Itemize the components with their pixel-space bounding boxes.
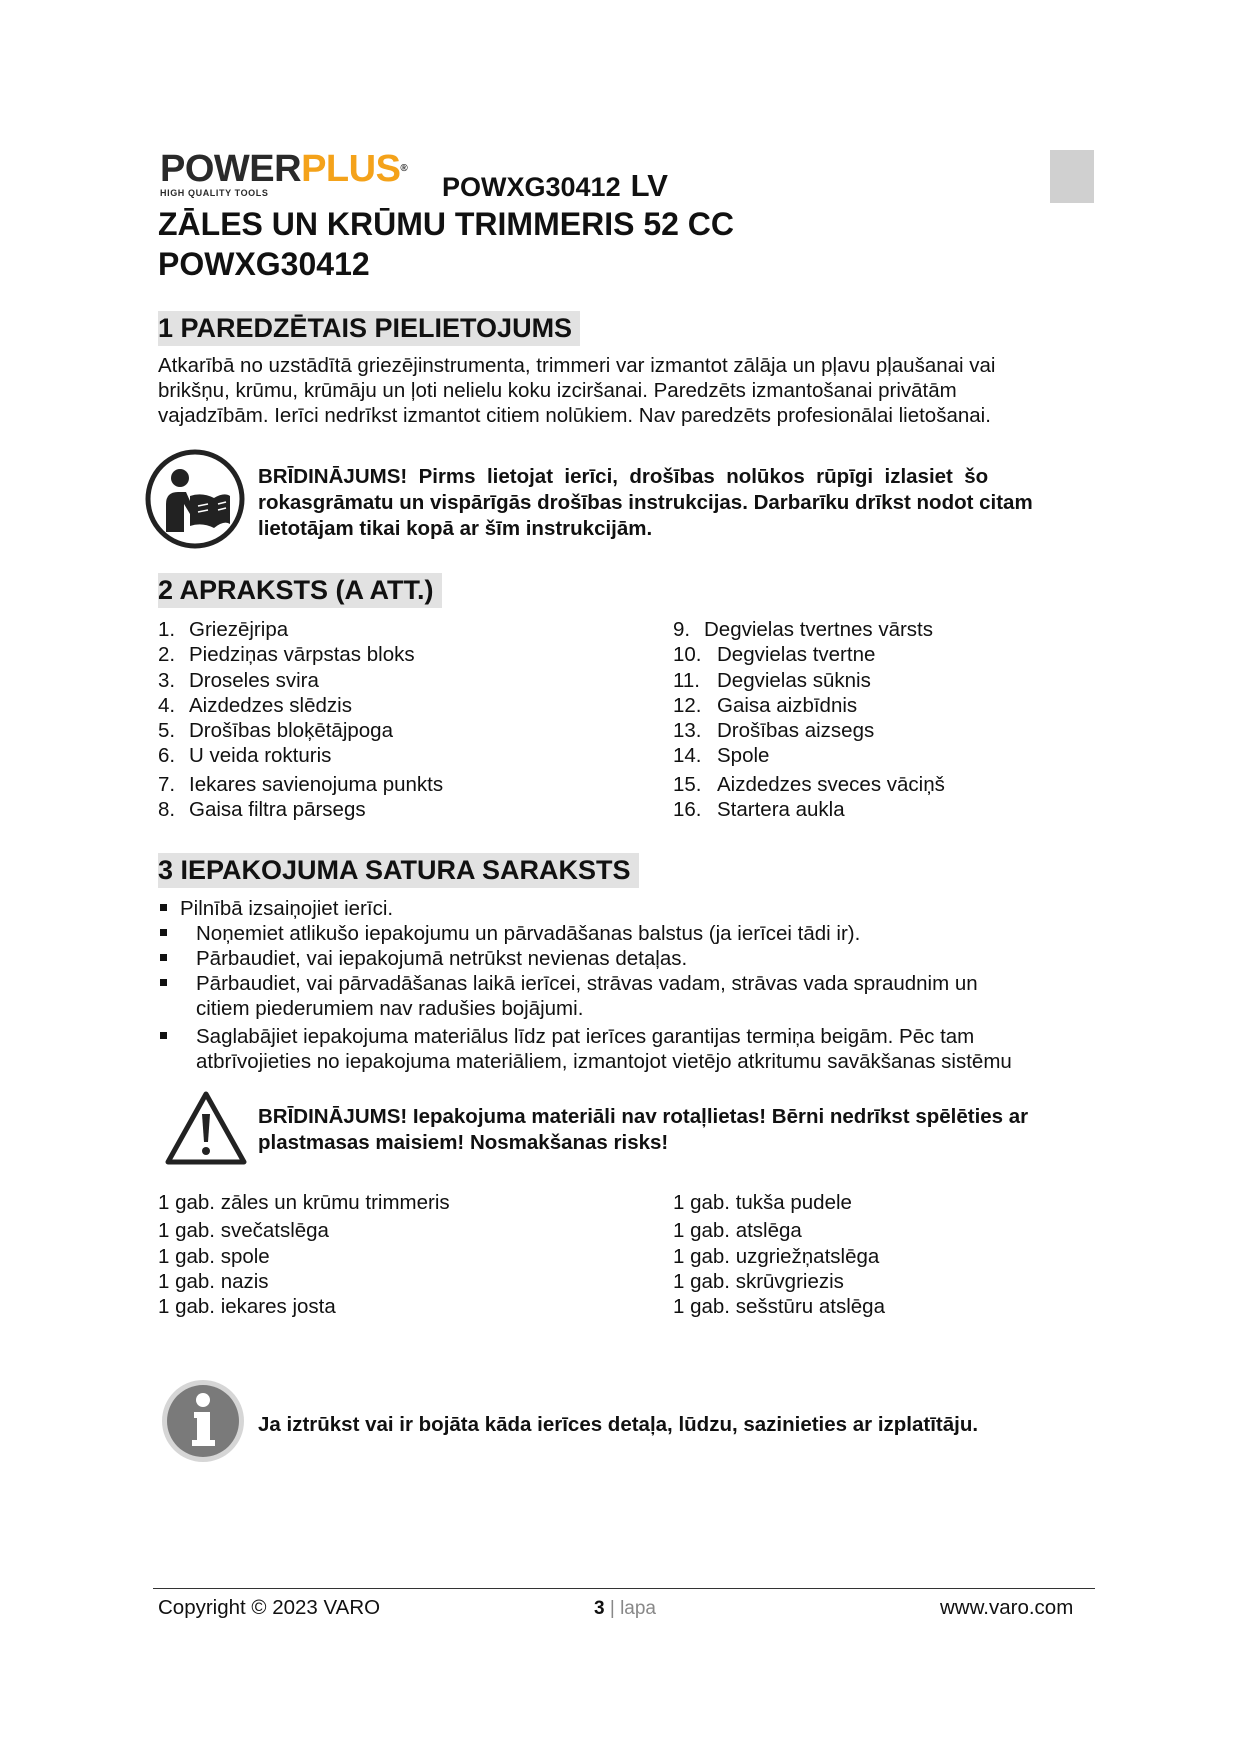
list-item: Pārbaudiet, vai iepakojumā netrūkst nevienas detaļas. [158, 946, 1098, 971]
warning-line: plastmasas maisiem! Nosmakšanas risks! [258, 1131, 669, 1154]
logo-registered-mark: ® [400, 163, 408, 174]
language-code: LV [630, 168, 668, 203]
paragraph-line: vajadzībām. Ierīci nedrīkst izmantot citiem nolūkiem. Nav paredzēts profesionālai lietošanai. [158, 404, 991, 427]
list-item: Pilnībā izsaiņojiet ierīci. [158, 896, 1098, 921]
page-number: 3 [594, 1598, 605, 1619]
logo-tagline: HIGH QUALITY TOOLS [160, 188, 269, 198]
corner-marker [1050, 150, 1094, 203]
unpacking-bullets [158, 896, 1098, 1074]
info-text: Ja iztrūkst vai ir bojāta kāda ierīces detaļa, lūdzu, sazinieties ar izplatītāju. [258, 1413, 979, 1436]
page-title [158, 204, 734, 284]
list-item: 14. Spole [673, 744, 770, 768]
warning-text [258, 1104, 1028, 1156]
list-item: 11. Degvielas sūknis [673, 668, 871, 692]
list-item: 1 gab. nazis [158, 1269, 269, 1293]
list-item: 1 gab. skrūvgriezis [673, 1269, 844, 1293]
package-contents-right [673, 1190, 885, 1319]
bullet-square-icon [160, 929, 167, 936]
warning-line: BRĪDINĀJUMS! Pirms lietojat ierīci, drošības nolūkos rūpīgi izlasiet šo [258, 465, 989, 488]
list-item: Noņemiet atlikušo iepakojumu un pārvadāšanas balstus (ja ierīcei tādi ir). [158, 921, 1098, 946]
warning-line: BRĪDINĀJUMS! Iepakojuma materiāli nav rotaļlietas! Bērni nedrīkst spēlēties ar [258, 1105, 1029, 1128]
list-item: 2. Piedziņas vārpstas bloks [158, 643, 415, 667]
warning-triangle-icon [164, 1090, 248, 1166]
list-item: 1. Griezējripa [158, 618, 289, 641]
bullet-square-icon [160, 904, 167, 911]
bullet-square-icon [160, 954, 167, 961]
list-item: 1 gab. tukša pudele [673, 1191, 852, 1214]
brand-logo [160, 150, 430, 198]
warning-text [258, 464, 1108, 542]
list-item: 1 gab. spole [158, 1244, 270, 1268]
bullet-square-icon [160, 1032, 167, 1039]
read-manual-icon [144, 448, 246, 550]
page-word: lapa [620, 1598, 656, 1619]
warning-line: rokasgrāmatu un vispārīgās drošības instrukcijas. Darbarīku drīkst nodot citam [258, 491, 1033, 514]
logo-wordmark [160, 150, 430, 188]
list-item: 5. Drošības bloķētājpoga [158, 719, 393, 743]
model-header [442, 168, 668, 204]
list-item: 16. Startera aukla [673, 798, 845, 822]
section-heading: 2 APRAKSTS (A ATT.) [158, 573, 442, 608]
list-item: 9. Degvielas tvertnes vārsts [673, 618, 934, 641]
list-item: 1 gab. iekares josta [158, 1295, 336, 1319]
logo-plus-text: PLUS [301, 148, 401, 190]
bullet-square-icon [160, 979, 167, 986]
list-item: 1 gab. atslēga [673, 1219, 802, 1243]
list-item: 13. Drošības aizsegs [673, 719, 875, 743]
list-item: 1 gab. zāles un krūmu trimmeris [158, 1191, 450, 1214]
intended-use-paragraph [158, 353, 996, 428]
list-item: 12. Gaisa aizbīdnis [673, 693, 858, 717]
section-heading: 3 IEPAKOJUMA SATURA SARAKSTS [158, 853, 639, 888]
list-item: 10. Degvielas tvertne [673, 643, 876, 667]
footer-copyright: Copyright © 2023 VARO [158, 1596, 381, 1619]
info-icon [160, 1378, 246, 1464]
paragraph-line: Atkarībā no uzstādītā griezējinstrumenta, trimmeri var izmantot zālāja un pļavu pļaušanai vai [158, 354, 996, 377]
list-item: 1 gab. sešstūru atslēga [673, 1295, 885, 1319]
list-item: 1 gab. svečatslēga [158, 1219, 329, 1243]
model-number: POWXG30412 [442, 172, 621, 202]
paragraph-line: brikšņu, krūmu, krūmāju un ļoti nelielu koku izciršanai. Paredzēts izmantošanai privātām [158, 379, 957, 402]
footer-page [594, 1598, 656, 1620]
list-item: 15. Aizdedzes sveces vāciņš [673, 772, 945, 796]
section-heading: 1 PAREDZĒTAIS PIELIETOJUMS [158, 311, 580, 346]
parts-list-right [673, 617, 945, 822]
list-item: 7. Iekares savienojuma punkts [158, 772, 444, 796]
list-item: 8. Gaisa filtra pārsegs [158, 798, 366, 822]
title-line: ZĀLES UN KRŪMU TRIMMERIS 52 CC [158, 206, 735, 242]
logo-power-text: POWER [160, 148, 302, 190]
warning-line: lietotājam tikai kopā ar šīm instrukcijām. [258, 517, 653, 540]
parts-list-left [158, 617, 443, 822]
list-item: Saglabājiet iepakojuma materiālus līdz pat ierīces garantijas termiņa beigām. Pēc tam atbrīvojieties no iepakojuma materiāliem, izmantojot vietējo atkritumu savākšanas sistēmu [158, 1024, 1098, 1074]
title-line: POWXG30412 [158, 246, 370, 282]
footer-website: www.varo.com [940, 1596, 1074, 1619]
page-separator: | [604, 1598, 621, 1619]
list-item: 1 gab. uzgriežņatslēga [673, 1244, 880, 1268]
footer-divider [153, 1588, 1095, 1589]
list-item: 4. Aizdedzes slēdzis [158, 693, 352, 717]
list-item: Pārbaudiet, vai pārvadāšanas laikā ierīcei, strāvas vadam, strāvas vada spraudnim un citiem piederumiem nav radušies bojājumi. [158, 971, 1098, 1021]
package-contents-left [158, 1190, 450, 1319]
list-item: 6. U veida rokturis [158, 744, 332, 768]
list-item: 3. Droseles svira [158, 668, 319, 692]
